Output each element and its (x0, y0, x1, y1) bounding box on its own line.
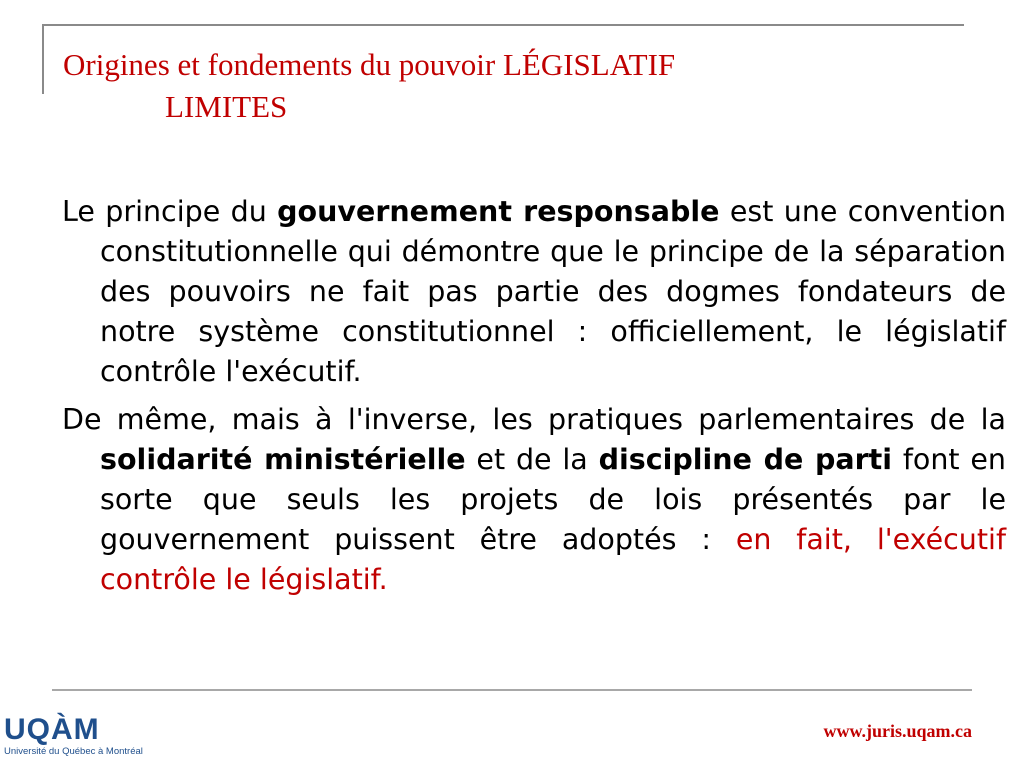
uqam-logo (4, 714, 154, 764)
paragraph-2-text-1: De même, mais à l'inverse, les pratiques parlementaires de la (62, 403, 1006, 436)
slide-title (63, 44, 675, 128)
slide-title-line2: LIMITES (165, 89, 288, 124)
paragraph-1 (62, 192, 1006, 392)
paragraph-2-bold-2: discipline de parti (598, 443, 893, 476)
frame-top-rule (44, 24, 964, 26)
slide-body (62, 192, 1006, 608)
footer-url-link[interactable]: www.juris.uqam.ca (823, 721, 972, 741)
uqam-logo-subtitle: Université du Québec à Montréal (4, 746, 143, 757)
uqam-logo-text: UQÀM (4, 713, 100, 746)
paragraph-1-text-2: est une convention constitutionnelle qui démontre que le principe de la séparation des pouvoirs ne fait pas partie des dogmes fondateurs de notre système constitutionnel : officiellement, le législatif contrôle l'exécutif. (100, 195, 1007, 388)
slide-title-line1: Origines et fondements du pouvoir LÉGISLATIF (63, 47, 676, 82)
paragraph-1-text-1: Le principe du (62, 195, 278, 228)
footer-rule (52, 689, 972, 691)
frame-left-rule (42, 24, 44, 94)
paragraph-2-bold-1: solidarité ministérielle (100, 443, 466, 476)
paragraph-2-text-2: et de la (465, 443, 599, 476)
paragraph-2-text-3: font en sorte que seuls les projets de lois présentés par le gouvernement puissent être adoptés : (100, 443, 1006, 556)
paragraph-1-bold-1: gouvernement responsable (277, 195, 720, 228)
paragraph-2 (62, 400, 1006, 600)
paragraph-2-conclusion: en fait, l'exécutif contrôle le législatif. (100, 523, 1006, 596)
